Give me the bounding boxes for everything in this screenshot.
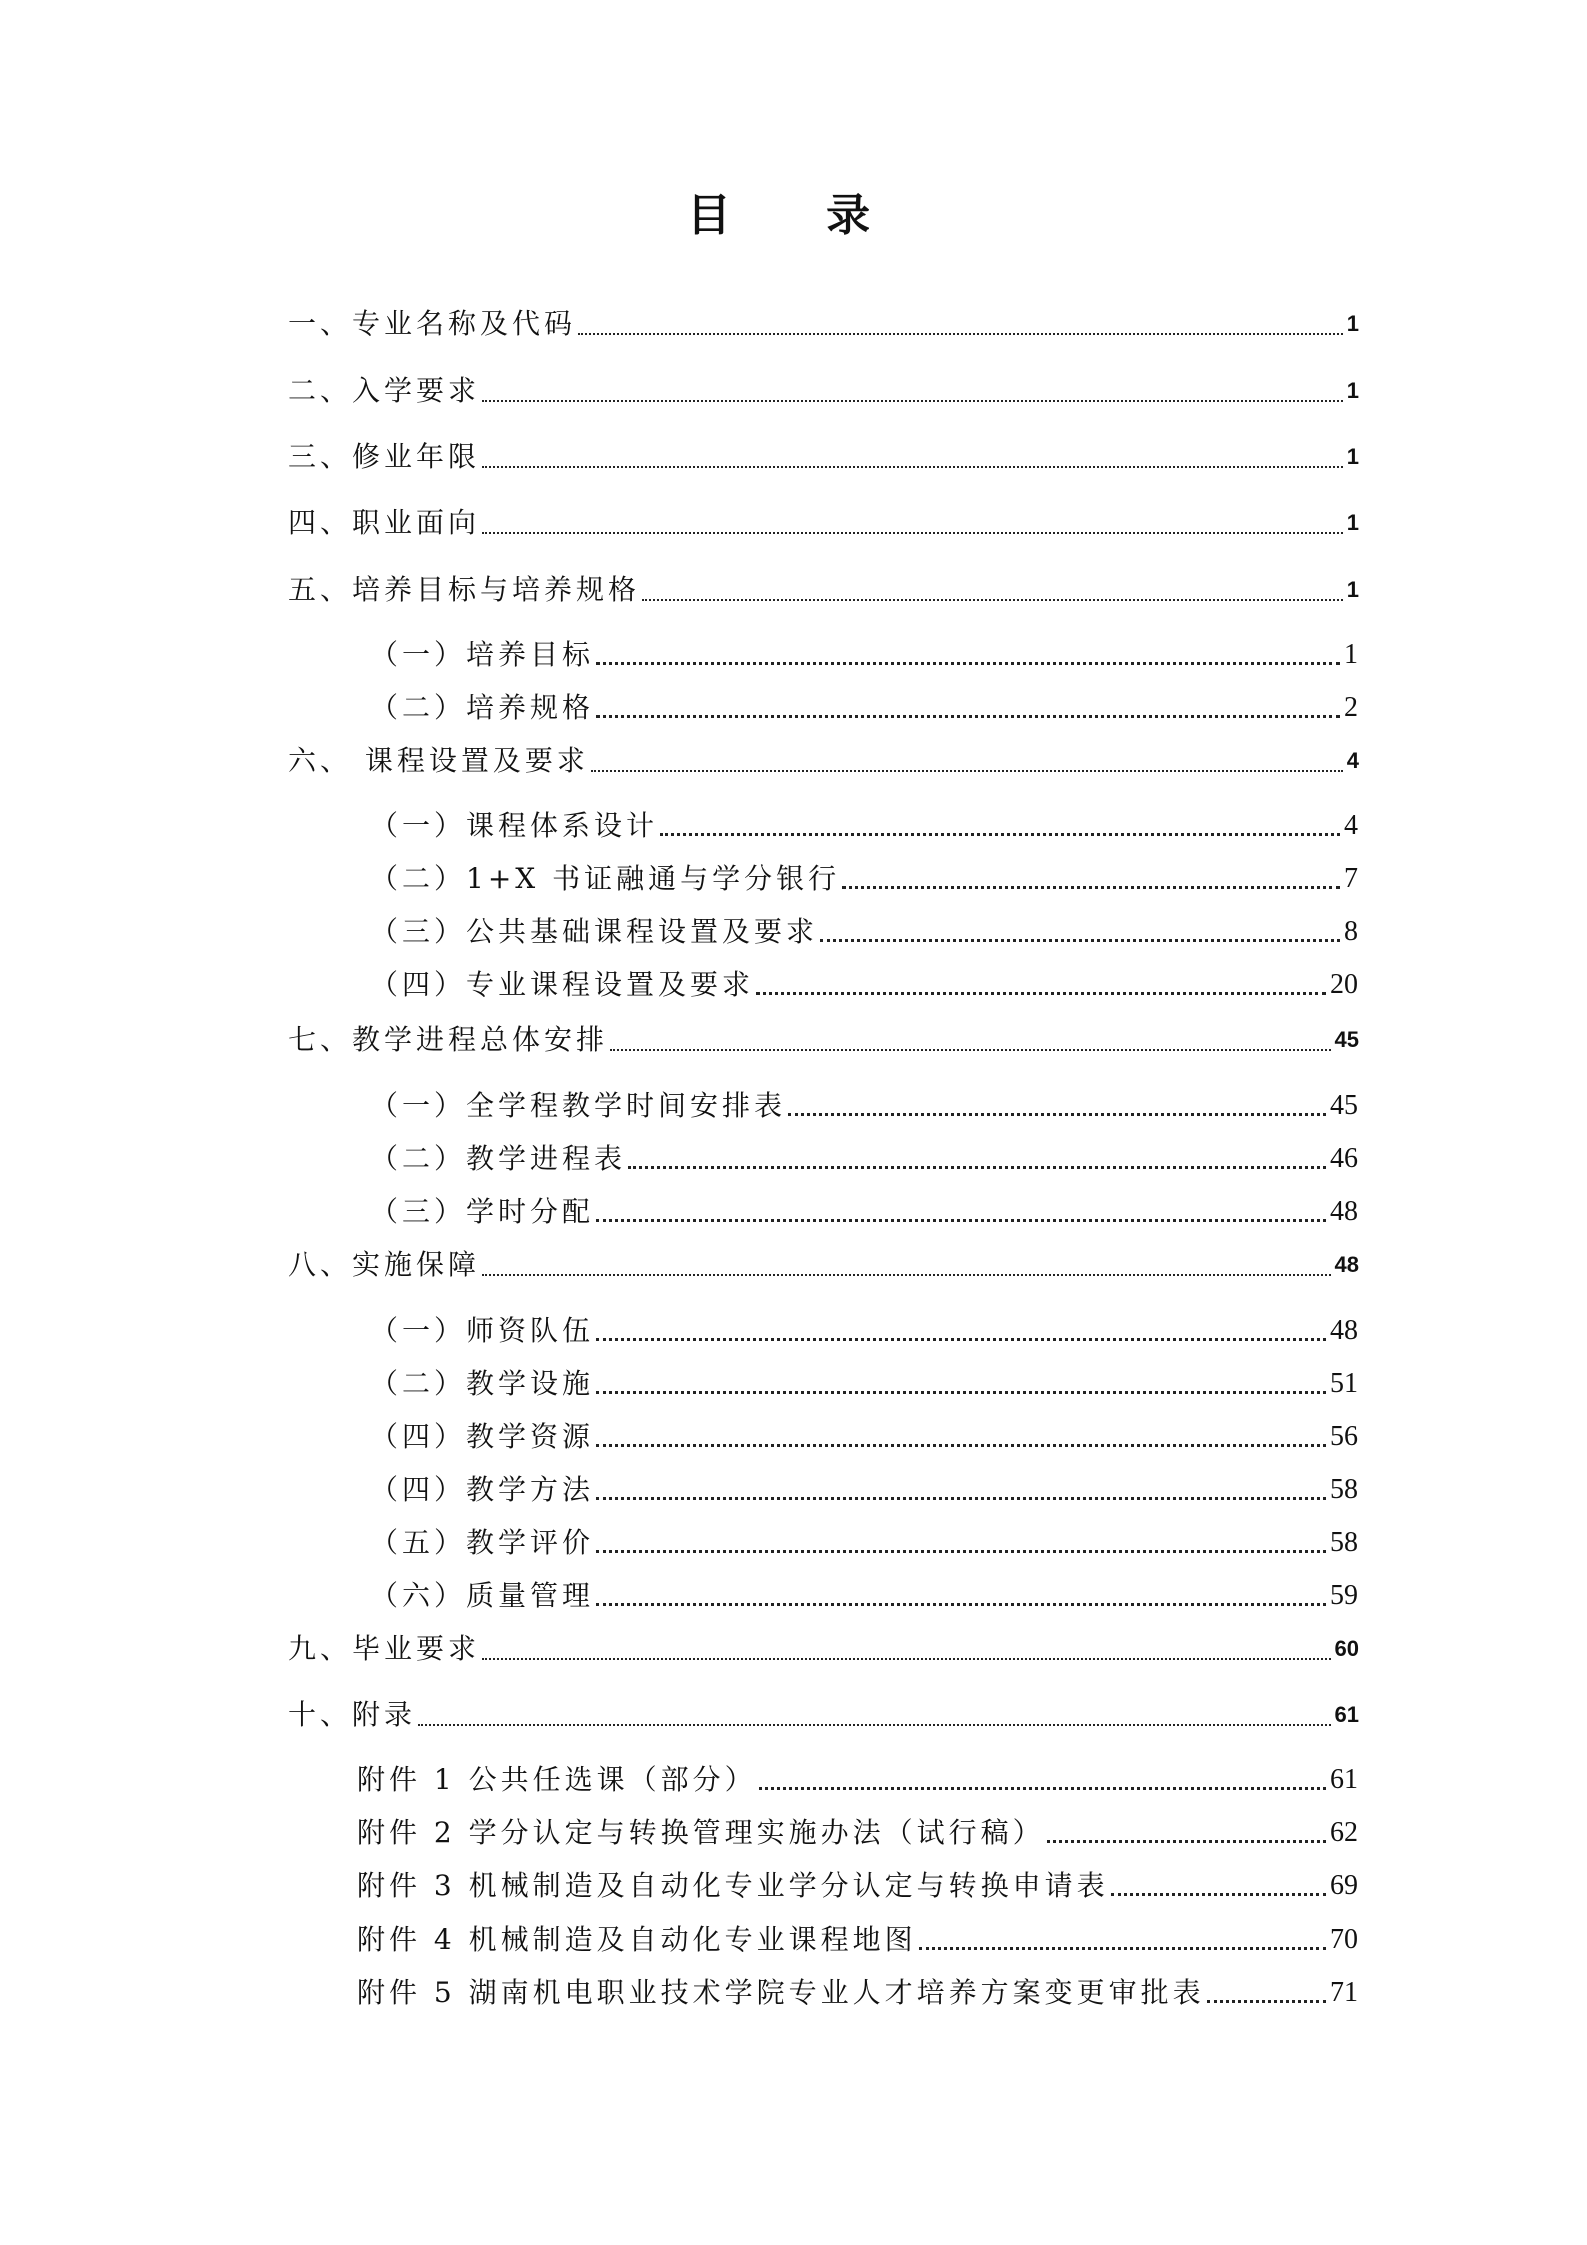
toc-entry-label: 附件 3 机械制造及自动化专业学分认定与转换申请表 [357,1869,1109,1902]
toc-entry-label: （二）教学设施 [370,1367,595,1400]
toc-entry[interactable] [370,1311,1358,1351]
toc-dot-leader [418,1724,1331,1726]
toc-entry-page-number: 51 [1330,1368,1358,1399]
toc-dot-leader [578,333,1343,335]
toc-entry-page-number: 58 [1330,1474,1358,1505]
toc-entry[interactable] [370,1523,1358,1563]
toc-entry-page-number: 4 [1344,810,1358,841]
toc-entry-page-number: 61 [1330,1764,1358,1795]
toc-dot-leader [596,662,1340,665]
toc-dot-leader [610,1049,1331,1051]
toc-entry[interactable] [288,1629,1359,1669]
toc-entry[interactable] [288,503,1359,543]
toc-entry-label: 三、修业年限 [288,440,481,473]
toc-entry-page-number: 4 [1346,748,1359,773]
toc-entry[interactable] [370,635,1358,675]
toc-dot-leader [596,1497,1326,1500]
toc-entry-label: 十、附录 [288,1698,417,1731]
toc-entry-page-number: 62 [1330,1817,1358,1848]
toc-dot-leader [1111,1893,1326,1896]
toc-entry-label: 七、教学进程总体安排 [288,1023,609,1056]
toc-entry-page-number: 1 [1346,311,1359,336]
toc-entry[interactable] [288,371,1359,411]
toc-entry-label: （二）培养规格 [370,691,595,724]
toc-dot-leader [919,1947,1326,1950]
toc-entry-page-number: 69 [1330,1870,1358,1901]
toc-entry-label: （二）教学进程表 [370,1142,627,1175]
toc-dot-leader [842,886,1340,889]
toc-entry-label: （二）1+X 书证融通与学分银行 [370,862,841,895]
toc-entry-page-number: 20 [1330,969,1358,1000]
toc-entry[interactable] [370,1364,1358,1404]
toc-entry-page-number: 56 [1330,1421,1358,1452]
toc-entry[interactable] [357,1813,1358,1853]
toc-dot-leader [591,770,1343,772]
toc-entry-label: 八、实施保障 [288,1248,481,1281]
toc-dot-leader [482,532,1343,534]
toc-entry-page-number: 71 [1330,1977,1358,2008]
toc-dot-leader [596,1603,1326,1606]
toc-entry-label: （四）专业课程设置及要求 [370,968,755,1001]
toc-dot-leader [820,939,1340,942]
toc-entry[interactable] [288,570,1359,610]
toc-entry[interactable] [370,1139,1358,1179]
toc-dot-leader [642,599,1343,601]
page-title: 目 录 [686,190,911,241]
toc-entry[interactable] [370,965,1358,1005]
toc-dot-leader [660,833,1340,836]
toc-entry[interactable] [370,859,1358,899]
toc-entry-page-number: 1 [1346,577,1359,602]
toc-entry-page-number: 59 [1330,1580,1358,1611]
toc-entry-page-number: 48 [1330,1315,1358,1346]
toc-entry[interactable] [357,1866,1358,1906]
toc-entry-label: （一）课程体系设计 [370,809,659,842]
toc-entry-page-number: 1 [1346,444,1359,469]
toc-entry[interactable] [370,1192,1358,1232]
toc-entry[interactable] [288,304,1359,344]
toc-dot-leader [1047,1840,1326,1843]
toc-dot-leader [596,715,1340,718]
toc-entry-label: （三）学时分配 [370,1195,595,1228]
toc-dot-leader [596,1550,1326,1553]
toc-entry-page-number: 46 [1330,1143,1358,1174]
toc-entry-label: 附件 2 学分认定与转换管理实施办法（试行稿） [357,1816,1045,1849]
toc-dot-leader [1207,2000,1326,2003]
toc-entry-page-number: 48 [1334,1252,1359,1277]
toc-entry[interactable] [370,806,1358,846]
toc-entry-page-number: 48 [1330,1196,1358,1227]
toc-entry-label: 附件 5 湖南机电职业技术学院专业人才培养方案变更审批表 [357,1976,1205,2009]
toc-entry-page-number: 60 [1334,1636,1359,1661]
toc-entry-page-number: 1 [1346,510,1359,535]
toc-entry-label: 四、职业面向 [288,506,481,539]
toc-dot-leader [596,1338,1326,1341]
toc-dot-leader [482,1658,1331,1660]
toc-entry-label: （一）培养目标 [370,638,595,671]
toc-entry-page-number: 61 [1334,1702,1359,1727]
toc-entry[interactable] [357,1920,1358,1960]
toc-entry-label: 附件 1 公共任选课（部分） [357,1763,757,1796]
toc-entry-page-number: 1 [1346,378,1359,403]
toc-dot-leader [596,1444,1326,1447]
toc-dot-leader [482,400,1343,402]
toc-entry[interactable] [288,437,1359,477]
toc-entry[interactable] [370,1576,1358,1616]
toc-entry[interactable] [357,1760,1358,1800]
toc-entry-page-number: 70 [1330,1924,1358,1955]
toc-entry[interactable] [288,1695,1359,1735]
toc-dot-leader [596,1219,1326,1222]
toc-dot-leader [759,1787,1326,1790]
toc-entry-label: （三）公共基础课程设置及要求 [370,915,819,948]
toc-entry[interactable] [288,1020,1359,1060]
toc-entry-label: 一、专业名称及代码 [288,307,577,340]
toc-dot-leader [482,1274,1331,1276]
toc-entry-label: （四）教学资源 [370,1420,595,1453]
toc-entry-label: （六）质量管理 [370,1579,595,1612]
toc-entry[interactable] [370,912,1358,952]
toc-entry-page-number: 8 [1344,916,1358,947]
toc-dot-leader [756,992,1326,995]
toc-entry[interactable] [288,1245,1359,1285]
toc-entry-page-number: 2 [1344,692,1358,723]
toc-entry-page-number: 1 [1344,639,1358,670]
toc-entry[interactable] [357,1973,1358,2013]
toc-entry-label: 五、培养目标与培养规格 [288,573,641,606]
toc-dot-leader [482,466,1343,468]
toc-entry-page-number: 45 [1334,1027,1359,1052]
toc-entry-label: 附件 4 机械制造及自动化专业课程地图 [357,1923,917,1956]
toc-entry[interactable] [288,741,1359,781]
toc-entry-label: 九、毕业要求 [288,1632,481,1665]
toc-entry[interactable] [370,1086,1358,1126]
toc-entry-label: 六、 课程设置及要求 [288,744,589,777]
toc-entry-page-number: 7 [1344,863,1358,894]
toc-dot-leader [788,1113,1326,1116]
toc-entry-page-number: 45 [1330,1090,1358,1121]
toc-entry-page-number: 58 [1330,1527,1358,1558]
toc-entry-label: （四）教学方法 [370,1473,595,1506]
toc-entry[interactable] [370,1470,1358,1510]
toc-entry[interactable] [370,1417,1358,1457]
toc-dot-leader [628,1166,1326,1169]
toc-dot-leader [596,1391,1326,1394]
toc-entry-label: （五）教学评价 [370,1526,595,1559]
toc-entry-label: 二、入学要求 [288,374,481,407]
toc-entry-label: （一）全学程教学时间安排表 [370,1089,787,1122]
toc-entry[interactable] [370,688,1358,728]
toc-entry-label: （一）师资队伍 [370,1314,595,1347]
